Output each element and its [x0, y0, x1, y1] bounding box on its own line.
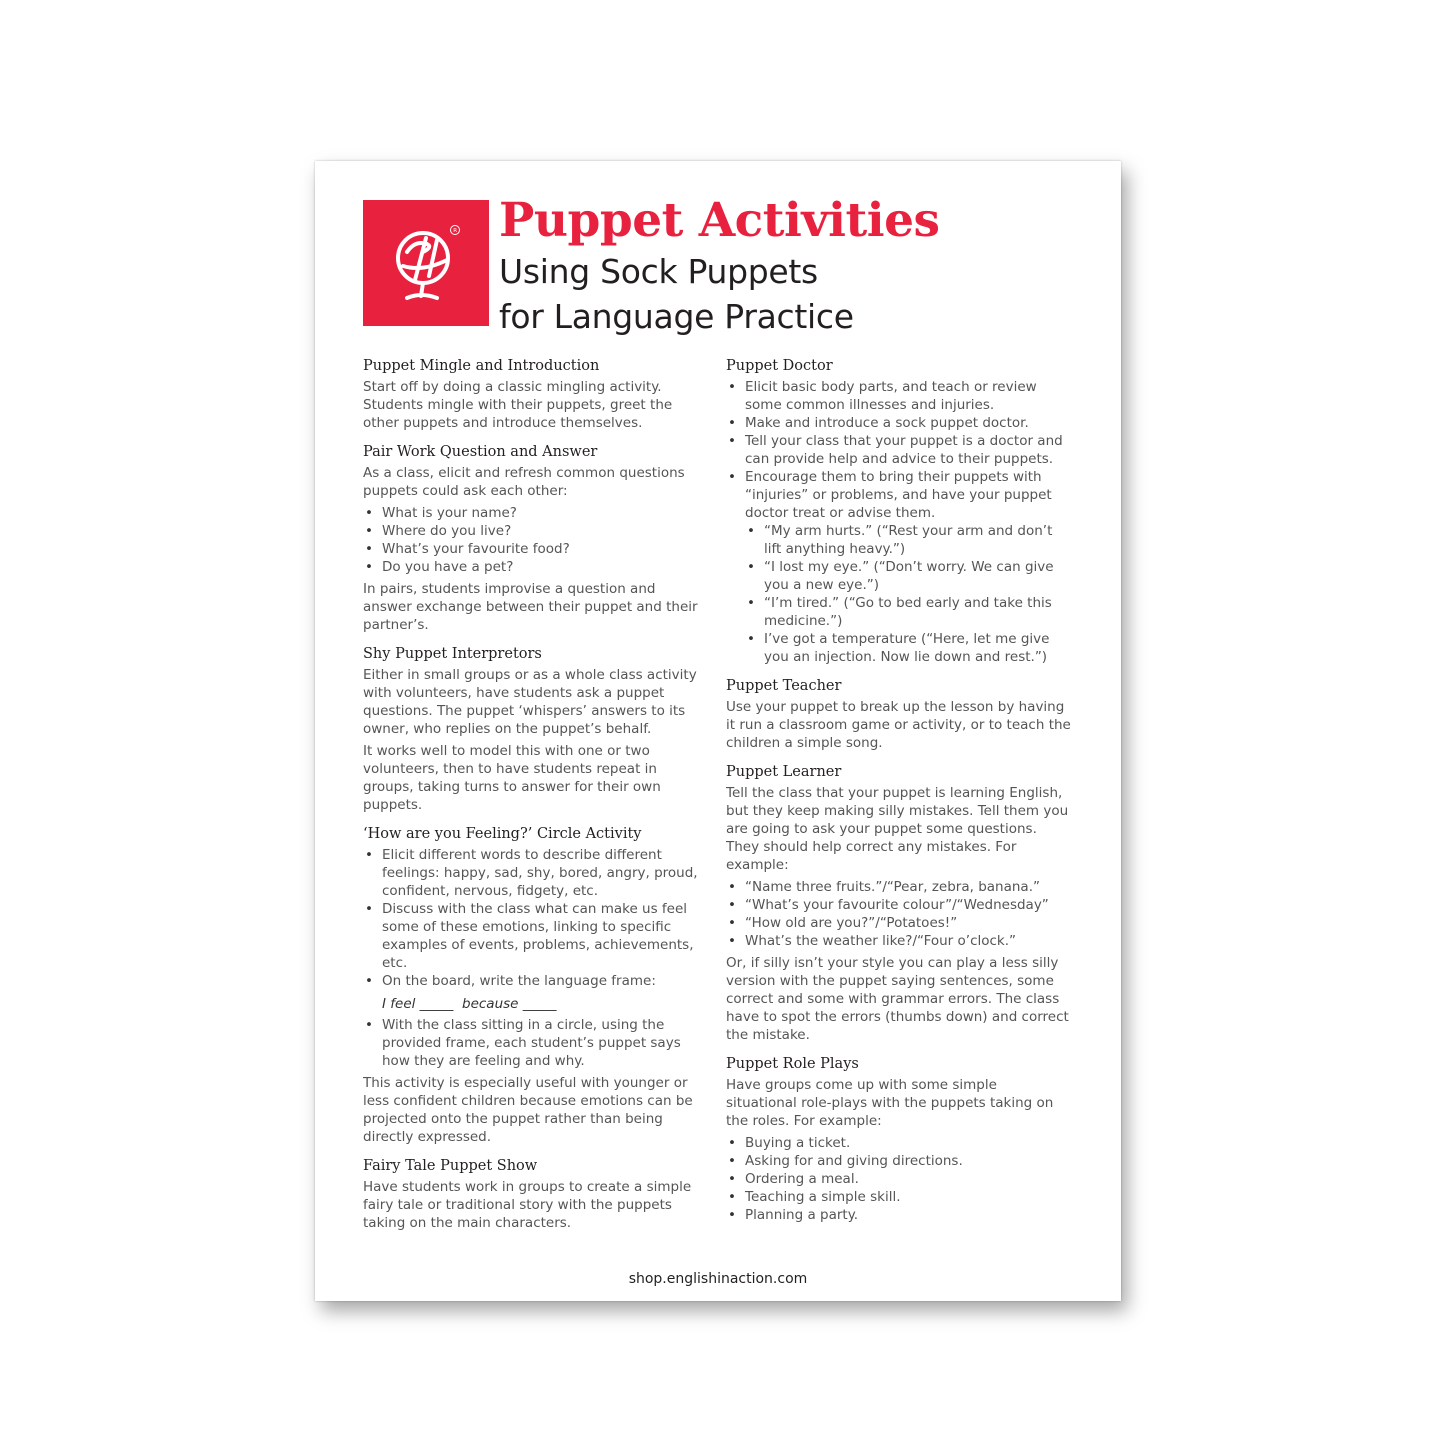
learner-list	[726, 878, 1071, 950]
section-text: In pairs, students improvise a question and answer exchange between their puppet and their partner’s.	[363, 581, 698, 633]
section-heading: Puppet Learner	[726, 764, 842, 780]
doctor-list	[726, 378, 1071, 666]
section-feeling-circle	[363, 825, 708, 1146]
sub-list-item: • I’ve got a temperature (“Here, let me give you an injection. Now lie down and rest.”)	[745, 630, 1071, 666]
list-item: • On the board, write the language frame:	[363, 972, 708, 990]
list-item-text: Encourage them to bring their puppets with “injuries” or problems, and have your puppet doctor treat or advise them.	[745, 469, 1052, 521]
question-list	[363, 504, 708, 576]
list-item: • Elicit basic body parts, and teach or review some common illnesses and injuries.	[726, 378, 1071, 414]
list-item: • What’s the weather like?/“Four o’clock.”	[726, 932, 1071, 950]
list-item: • Buying a ticket.	[726, 1134, 1071, 1152]
section-text: Tell the class that your puppet is learning English, but they keep making silly mistakes. Tell them you are going to ask your puppet some questions. They should help correct any mistakes. For example:	[726, 785, 1069, 873]
section-shy-puppet	[363, 645, 708, 814]
list-item: • “What’s your favourite colour”/“Wednesday”	[726, 896, 1071, 914]
section-text: Have students work in groups to create a simple fairy tale or traditional story with the puppets taking on the main characters.	[363, 1179, 692, 1231]
feeling-list-continued	[363, 1016, 708, 1070]
list-item: • With the class sitting in a circle, using the provided frame, each student’s puppet says how they are feeling and why.	[363, 1016, 708, 1070]
section-heading: ‘How are you Feeling?’ Circle Activity	[363, 826, 642, 842]
list-item: • Do you have a pet?	[363, 558, 708, 576]
section-puppet-doctor	[726, 357, 1071, 666]
list-item: • Asking for and giving directions.	[726, 1152, 1071, 1170]
list-item: • “Name three fruits.”/“Pear, zebra, banana.”	[726, 878, 1071, 896]
roleplay-list	[726, 1134, 1071, 1224]
subtitle-line: for Language Practice	[499, 297, 854, 336]
section-role-plays	[726, 1055, 1071, 1224]
footer-url: shop.englishinaction.com	[628, 1271, 808, 1287]
section-pair-work	[363, 443, 708, 634]
doctor-sublist	[745, 522, 1071, 666]
subtitle-line: Using Sock Puppets	[499, 252, 818, 291]
section-text: Or, if silly isn’t your style you can play a less silly version with the puppet saying sentences, some correct and some with grammar errors. The class have to spot the errors (thumbs down) and correct the mistake.	[726, 955, 1069, 1043]
sub-list-item: • “My arm hurts.” (“Rest your arm and don’t lift anything heavy.”)	[745, 522, 1071, 558]
left-column	[363, 357, 708, 1243]
list-item: • Discuss with the class what can make us feel some of these emotions, linking to specific examples of events, problems, achievements, etc.	[363, 900, 708, 972]
list-item: • What’s your favourite food?	[363, 540, 708, 558]
section-puppet-mingle	[363, 357, 708, 432]
sub-list-item: • “I lost my eye.” (“Don’t worry. We can give you a new eye.”)	[745, 558, 1071, 594]
list-item: • What is your name?	[363, 504, 708, 522]
worksheet-page	[315, 161, 1121, 1301]
section-text: Either in small groups or as a whole class activity with volunteers, have students ask a puppet questions. The puppet ‘whispers’ answers to its owner, who replies on the puppet’s behalf.	[363, 667, 697, 737]
section-heading: Puppet Mingle and Introduction	[363, 358, 600, 374]
section-heading: Puppet Role Plays	[726, 1056, 859, 1072]
section-heading: Puppet Doctor	[726, 358, 833, 374]
list-item: • Ordering a meal.	[726, 1170, 1071, 1188]
section-puppet-teacher	[726, 677, 1071, 752]
section-heading: Pair Work Question and Answer	[363, 444, 598, 460]
page-subtitle	[499, 249, 854, 339]
list-item: • Tell your class that your puppet is a doctor and can provide help and advice to their puppets.	[726, 432, 1071, 468]
list-item: • Elicit different words to describe different feelings: happy, sad, shy, bored, angry, proud, confident, nervous, fidgety, etc.	[363, 846, 708, 900]
list-item: • “How old are you?”/“Potatoes!”	[726, 914, 1071, 932]
language-frame: I feel _____ because _____	[382, 996, 557, 1012]
section-text: Have groups come up with some simple situational role-plays with the puppets taking on the roles. For example:	[726, 1077, 1054, 1129]
sub-list-item: • “I’m tired.” (“Go to bed early and take this medicine.”)	[745, 594, 1071, 630]
section-heading: Fairy Tale Puppet Show	[363, 1158, 538, 1174]
section-fairy-tale	[363, 1157, 708, 1232]
section-text: This activity is especially useful with younger or less confident children because emotions can be projected onto the puppet rather than being directly expressed.	[363, 1075, 693, 1145]
list-item	[726, 468, 1071, 666]
section-text: As a class, elicit and refresh common questions puppets could ask each other:	[363, 465, 685, 499]
section-heading: Puppet Teacher	[726, 678, 842, 694]
section-text: Start off by doing a classic mingling activity. Students mingle with their puppets, greet the other puppets and introduce themselves.	[363, 379, 673, 431]
section-text: Use your puppet to break up the lesson by having it run a classroom game or activity, or to teach the children a simple song.	[726, 699, 1071, 751]
eia-globe-logo	[363, 200, 489, 326]
section-puppet-learner	[726, 763, 1071, 1044]
page-title: Puppet Activities	[499, 193, 940, 248]
list-item: • Teaching a simple skill.	[726, 1188, 1071, 1206]
globe-icon	[363, 200, 489, 326]
svg-text:R: R	[453, 228, 458, 234]
feeling-list	[363, 846, 708, 990]
list-item: • Make and introduce a sock puppet doctor.	[726, 414, 1071, 432]
section-heading: Shy Puppet Interpretors	[363, 646, 542, 662]
list-item: • Planning a party.	[726, 1206, 1071, 1224]
right-column	[726, 357, 1071, 1235]
section-text: It works well to model this with one or two volunteers, then to have students repeat in groups, taking turns to answer for their own puppets.	[363, 743, 661, 813]
list-item: • Where do you live?	[363, 522, 708, 540]
